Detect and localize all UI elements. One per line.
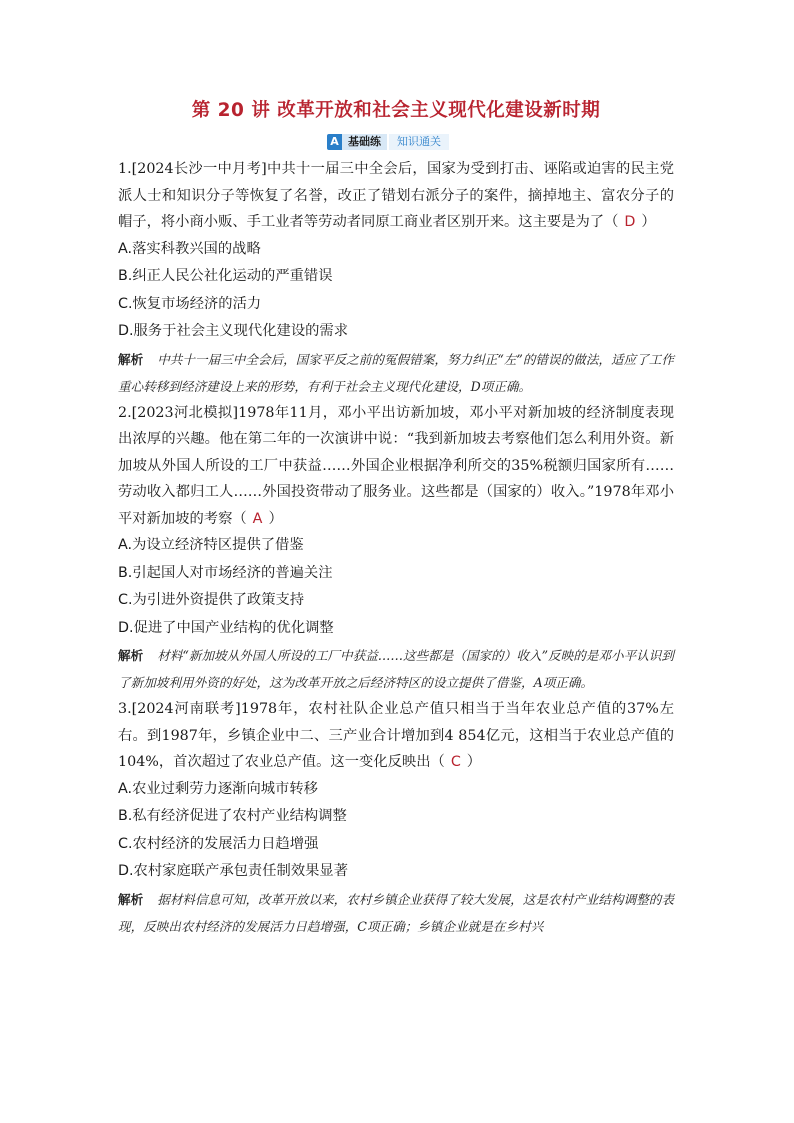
analysis: 解析 据材料信息可知，改革开放以来，农村乡镇企业获得了较大发展，这是农村产业结构调整的表现，反映出农村经济的发展活力日趋增强，C项正确；乡镇企业就是在乡村兴 [118,891,675,934]
question-2 [118,400,674,697]
option-b: B.纠正人民公社化运动的严重错误 [118,268,333,284]
answer-letter: C [450,754,461,770]
question-stem: 1.[2024长沙一中月考]中共十一届三中全会后，国家为受到打击、诬陷或迫害的民主党派人士和知识分子等恢复了名誉，改正了错划右派分子的案件，摘掉地主、富农分子的帽子，将小商小贩、手工业者等劳动者同原工商业者区别开来。这主要是为了（ D ） [118,161,674,230]
option-a: A.落实科教兴国的战略 [118,240,261,257]
question-list [118,156,674,940]
section-banner [327,134,449,150]
option-d: D.服务于社会主义现代化建设的需求 [118,323,349,339]
option-c: C.为引进外资提供了政策支持 [118,592,305,608]
question-stem: 3.[2024河南联考]1978年，农村社队企业总产值只相当于当年农业总产值的37%左右。到1987年，乡镇企业中二、三产业合计增加到4 854亿元，这相当于农业总产值的104%，首次超过了农业总产值。这一变化反映出（ C ） [118,701,674,770]
section-subtitle: 知识通关 [389,134,449,150]
page-title: 第 20 讲 改革开放和社会主义现代化建设新时期 [191,100,601,121]
analysis: 解析 中共十一届三中全会后，国家平反之前的冤假错案，努力纠正“左”的错误的做法，适应了工作重心转移到经济建设上来的形势，有利于社会主义现代化建设，D项正确。 [118,351,674,394]
level-badge: A [327,134,342,150]
option-b: B.引起国人对市场经济的普遍关注 [118,564,333,581]
option-d: D.农村家庭联产承包责任制效果显著 [118,863,349,879]
answer-letter: D [624,214,636,230]
question-stem: 2.[2023河北模拟]1978年11月，邓小平出访新加坡，邓小平对新加坡的经济制度表现出浓厚的兴趣。他在第二年的一次演讲中说：“我到新加坡去考察他们怎么利用外资。新加坡从外国人所设的工厂中获益……外国企业根据净利所交的35%税额归国家所有……劳动收入都归工人……外国投资带动了服务业。这些都是（国家的）收入。”1978年邓小平对新加坡的考察（ A ） [118,404,674,527]
analysis-label: 解析 [118,891,144,907]
option-b: B.私有经济促进了农村产业结构调整 [118,808,347,824]
question-1 [118,156,674,400]
analysis: 解析 材料“新加坡从外国人所设的工厂中获益……这些都是（国家的）收入”反映的是邓小平认识到了新加坡利用外资的好处，这为改革开放之后经济特区的设立提供了借鉴，A项正确。 [118,648,674,690]
analysis-label: 解析 [118,648,144,663]
option-c: C.农村经济的发展活力日趋增强 [118,835,319,852]
level-label: 基础练 [342,134,387,150]
option-a: A.农业过剩劳力逐渐向城市转移 [118,780,318,797]
option-a: A.为设立经济特区提供了借鉴 [118,537,304,553]
analysis-label: 解析 [118,351,144,367]
answer-letter: A [252,510,263,527]
question-3 [118,696,674,940]
option-d: D.促进了中国产业结构的优化调整 [118,619,334,636]
option-c: C.恢复市场经济的活力 [118,295,262,312]
